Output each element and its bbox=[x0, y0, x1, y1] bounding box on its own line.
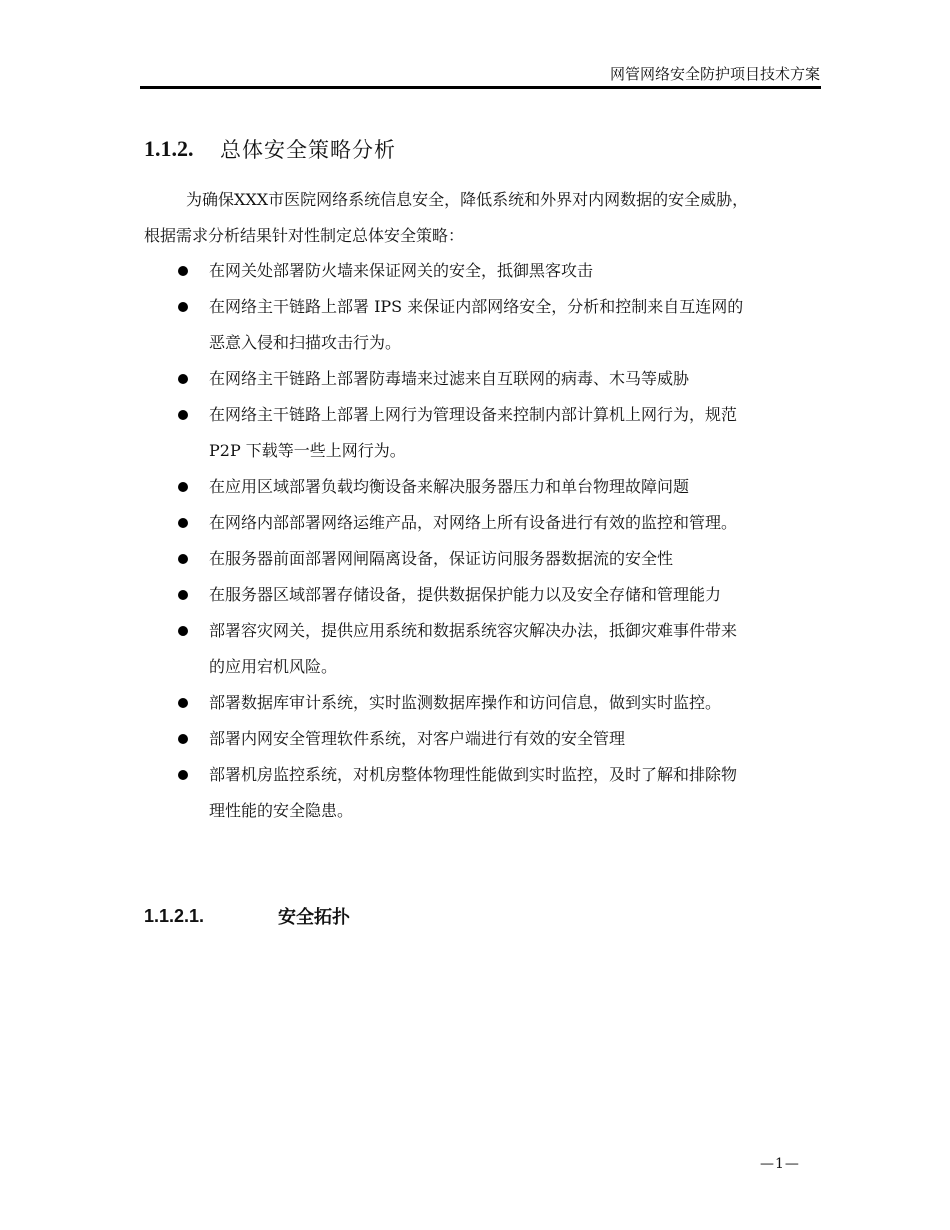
subsection-title: 安全拓扑 bbox=[278, 907, 350, 928]
subsection-heading bbox=[144, 900, 350, 932]
bullet-icon bbox=[178, 410, 188, 420]
list-item bbox=[172, 613, 837, 685]
list-item bbox=[172, 397, 837, 469]
list-item bbox=[172, 577, 837, 613]
bullet-icon bbox=[178, 734, 188, 744]
list-item-text: 在网络主干链路上部署防毒墙来过滤来自互联网的病毒、木马等威胁 bbox=[209, 369, 690, 388]
bullet-icon bbox=[178, 482, 188, 492]
list-item-text: 部署数据库审计系统，实时监测数据库操作和访问信息，做到实时监控。 bbox=[209, 693, 722, 712]
list-item bbox=[172, 541, 837, 577]
section-heading bbox=[144, 132, 396, 166]
intro-line-2: 根据需求分析结果针对性制定总体安全策略： bbox=[144, 226, 465, 245]
bullet-icon bbox=[178, 518, 188, 528]
intro-paragraph bbox=[144, 182, 834, 254]
bullet-icon bbox=[178, 590, 188, 600]
list-item bbox=[172, 253, 837, 289]
strategy-bullet-list bbox=[172, 253, 837, 829]
running-header: 网管网络安全防护项目技术方案 bbox=[609, 65, 820, 83]
list-item-text: 在网关处部署防火墙来保证网关的安全，抵御黑客攻击 bbox=[209, 261, 594, 280]
list-item bbox=[172, 757, 837, 829]
bullet-icon bbox=[178, 302, 188, 312]
bullet-icon bbox=[178, 770, 188, 780]
list-item-text-continued: 理性能的安全隐患。 bbox=[209, 801, 354, 820]
list-item bbox=[172, 289, 837, 361]
list-item-text: 部署容灾网关，提供应用系统和数据系统容灾解决办法，抵御灾难事件带来 bbox=[209, 621, 738, 640]
list-item-text: 部署内网安全管理软件系统，对客户端进行有效的安全管理 bbox=[209, 729, 626, 748]
subsection-number: 1.1.2.1. bbox=[144, 905, 205, 926]
section-number: 1.1.2. bbox=[144, 136, 194, 161]
list-item bbox=[172, 361, 837, 397]
list-item-text: 在服务器区域部署存储设备，提供数据保护能力以及安全存储和管理能力 bbox=[209, 585, 722, 604]
bullet-icon bbox=[178, 374, 188, 384]
bullet-icon bbox=[178, 554, 188, 564]
list-item bbox=[172, 685, 837, 721]
list-item-text: 在应用区域部署负载均衡设备来解决服务器压力和单台物理故障问题 bbox=[209, 477, 690, 496]
list-item-text-continued: 的应用宕机风险。 bbox=[209, 657, 338, 676]
intro-line-1: 为确保XXX市医院网络系统信息安全，降低系统和外界对内网数据的安全威胁， bbox=[186, 190, 749, 209]
bullet-icon bbox=[178, 626, 188, 636]
list-item bbox=[172, 721, 837, 757]
list-item-text: 在服务器前面部署网闸隔离设备，保证访问服务器数据流的安全性 bbox=[209, 549, 674, 568]
bullet-icon bbox=[178, 266, 188, 276]
list-item-text: 在网络主干链路上部署上网行为管理设备来控制内部计算机上网行为，规范 bbox=[209, 405, 738, 424]
list-item-text: 部署机房监控系统，对机房整体物理性能做到实时监控，及时了解和排除物 bbox=[209, 765, 738, 784]
header-rule bbox=[140, 86, 821, 89]
bullet-icon bbox=[178, 698, 188, 708]
list-item-text: 在网络内部部署网络运维产品，对网络上所有设备进行有效的监控和管理。 bbox=[209, 513, 738, 532]
list-item bbox=[172, 505, 837, 541]
list-item-text-continued: P2P 下载等一些上网行为。 bbox=[209, 441, 406, 460]
section-title: 总体安全策略分析 bbox=[220, 138, 396, 162]
list-item-text-continued: 恶意入侵和扫描攻击行为。 bbox=[209, 333, 402, 352]
list-item bbox=[172, 469, 837, 505]
page-number: —1— bbox=[760, 1156, 800, 1172]
list-item-text: 在网络主干链路上部署 IPS 来保证内部网络安全，分析和控制来自互连网的 bbox=[209, 297, 744, 316]
